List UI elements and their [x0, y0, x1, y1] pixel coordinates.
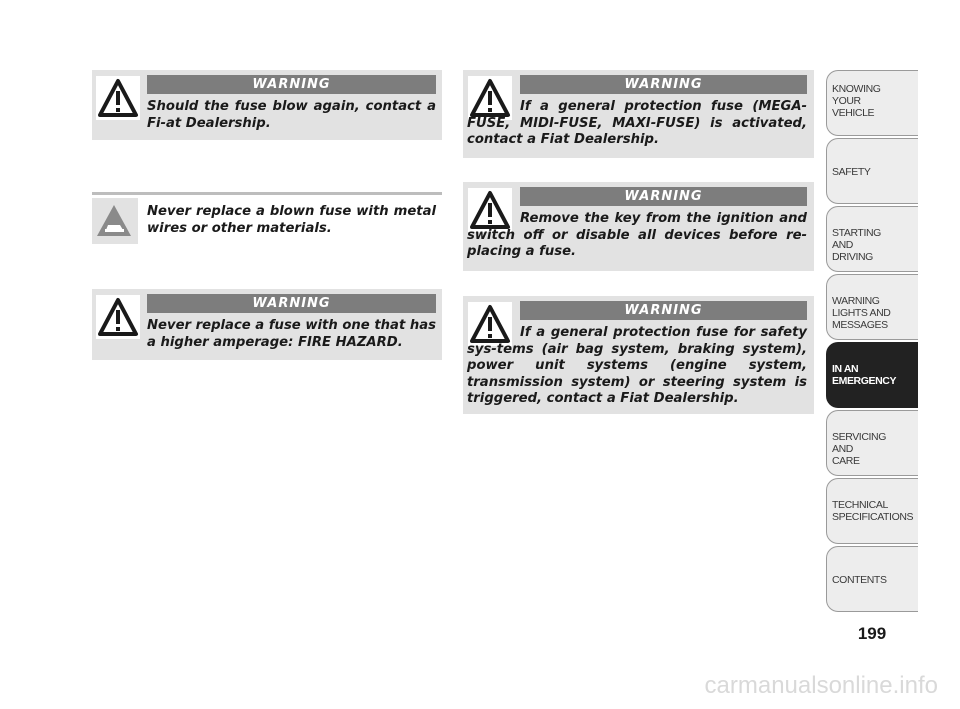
- warning-text: Should the fuse blow again, contact a Fi-at Dealership.: [147, 99, 436, 131]
- warning-header: WARNING: [520, 187, 807, 206]
- warning-box-fuse-blow-again: [92, 70, 442, 140]
- warning-header: WARNING: [147, 75, 436, 94]
- chapter-tabs: [826, 70, 918, 614]
- tab-technical-specifications[interactable]: TECHNICAL SPECIFICATIONS: [826, 478, 918, 544]
- car-note-icon: [92, 198, 138, 244]
- tab-starting-and-driving[interactable]: STARTING AND DRIVING: [826, 206, 918, 272]
- warning-triangle-icon: [96, 76, 140, 120]
- warning-text: Remove the key from the ignition and switch off or disable all devices before re-placing a fuse.: [467, 211, 807, 259]
- note-divider: [92, 192, 442, 195]
- warning-box-amperage: [92, 289, 442, 360]
- warning-triangle-icon: [96, 295, 140, 339]
- tab-in-an-emergency[interactable]: IN AN EMERGENCY: [826, 342, 918, 408]
- warning-header: WARNING: [520, 301, 807, 320]
- warning-header: WARNING: [520, 75, 807, 94]
- watermark: carmanualsonline.info: [704, 672, 938, 699]
- warning-box-mega-fuse: [463, 70, 814, 158]
- warning-text: If a general protection fuse (MEGA-FUSE, MIDI-FUSE, MAXI-FUSE) is activated, contact a Fiat Dealership.: [467, 99, 807, 147]
- page-number: 199: [857, 624, 887, 643]
- warning-text: If a general protection fuse for safety sys-tems (air bag system, braking system), power unit systems (engine system, transmission system) or steering system is triggered, contact a Fiat Dealership.: [467, 325, 807, 406]
- tab-warning-lights-and-messages[interactable]: WARNING LIGHTS AND MESSAGES: [826, 274, 918, 340]
- warning-box-safety-systems: [463, 296, 814, 414]
- tab-safety[interactable]: SAFETY: [826, 138, 918, 204]
- tab-servicing-and-care[interactable]: SERVICING AND CARE: [826, 410, 918, 476]
- warning-box-remove-key: [463, 182, 814, 271]
- note-text: Never replace a blown fuse with metal wires or other materials.: [147, 204, 436, 236]
- warning-text: Never replace a fuse with one that has a higher amperage: FIRE HAZARD.: [147, 318, 436, 350]
- tab-contents[interactable]: CONTENTS: [826, 546, 918, 612]
- warning-header: WARNING: [147, 294, 436, 313]
- tab-knowing-your-vehicle[interactable]: KNOWING YOUR VEHICLE: [826, 70, 918, 136]
